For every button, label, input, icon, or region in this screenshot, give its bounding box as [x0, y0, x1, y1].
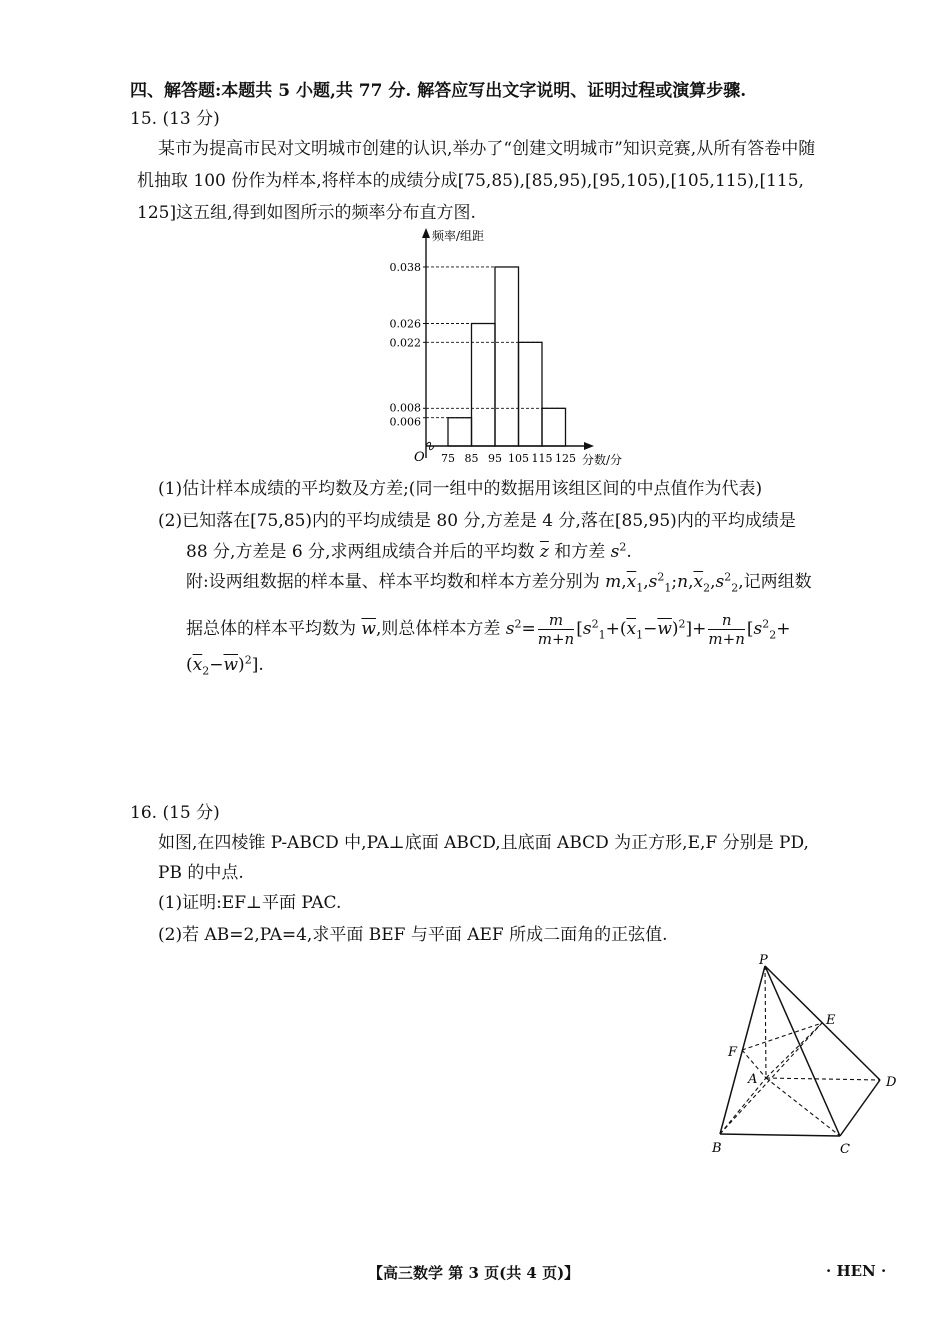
x-tick-label: 125 [555, 452, 576, 465]
edge-PC [765, 966, 840, 1136]
label-P: P [759, 953, 768, 968]
x-tick-label: 115 [531, 452, 553, 465]
histogram-bar [519, 342, 543, 446]
q16-text-2: PB 的中点. [158, 863, 244, 883]
q15-attachment-line2: 据总体的样本平均数为 $\overline{w}$,则总体样本方差 $s^2=$ $\frac{m}{m+n}$ $[s^2_1+(\overline{x}_1-\overline{w})^2]+$ $\frac{n}{m+n}$ [$s^2_2+$ [186, 611, 791, 648]
segment-FE [742, 1023, 822, 1050]
x-tick-label: 85 [464, 452, 479, 465]
label-A: A [748, 1072, 758, 1087]
q15-attachment-line1: 附:设两组数据的样本量、样本平均数和样本方差分别为 $m,\overline{x}_1,s^2_1;n,\overline{x}_2,s^2_2$,记两组数 [186, 570, 812, 595]
q16-header: 16. (15 分) [130, 803, 220, 823]
y-tick-label: 0.006 [389, 415, 421, 429]
label-D: D [886, 1075, 897, 1090]
footer-code: · HEN · [826, 1262, 887, 1280]
histogram-bar [495, 267, 519, 446]
q16-part1: (1)证明:EF⊥平面 PAC. [158, 893, 342, 913]
y-tick-label: 0.026 [389, 317, 421, 331]
label-B: B [712, 1141, 722, 1156]
y-tick-label: 0.008 [389, 401, 421, 415]
q16-part2: (2)若 AB=2,PA=4,求平面 BEF 与平面 AEF 所成二面角的正弦值. [158, 925, 668, 945]
footer-page-info: 【高三数学 第 3 页(共 4 页)】 [368, 1264, 580, 1282]
label-F: F [728, 1045, 738, 1060]
pyramid-figure [700, 950, 910, 1160]
histogram-bar [542, 408, 566, 446]
q15-attachment-line3: $(\overline{x}_2-\overline{w})^2$]. [186, 653, 264, 678]
origin-label: O [414, 450, 425, 465]
label-E: E [826, 1013, 836, 1028]
x-axis-arrow [584, 442, 594, 450]
edge-PA [765, 966, 766, 1078]
y-axis-arrow [422, 228, 430, 238]
y-tick-label: 0.038 [389, 260, 421, 274]
edge-PD [765, 966, 880, 1080]
edge-AD [766, 1078, 880, 1080]
q15-intro-1: 某市为提高市民对文明城市创建的认识,举办了“创建文明城市”知识竞赛,从所有答卷中随 [158, 139, 816, 159]
label-C: C [840, 1142, 850, 1157]
histogram-bar [472, 324, 496, 446]
q15-intro-2: 机抽取 100 份作为样本,将样本的成绩分成[75,85),[85,95),[95,105),[105,115),[115, [137, 171, 804, 191]
q15-header: 15. (13 分) [130, 109, 220, 129]
q15-part2-line1: (2)已知落在[75,85)内的平均成绩是 80 分,方差是 4 分,落在[85,95)内的平均成绩是 [158, 511, 796, 531]
q15-part1: (1)估计样本成绩的平均数及方差;(同一组中的数据用该组区间的中点值作为代表) [158, 479, 763, 499]
q16-text-1: 如图,在四棱锥 P-ABCD 中,PA⊥底面 ABCD,且底面 ABCD 为正方形,E,F 分别是 PD, [158, 833, 809, 853]
y-tick-label: 0.022 [389, 336, 421, 350]
section-title: 四、解答题:本题共 5 小题,共 77 分. 解答应写出文字说明、证明过程或演算步骤. [130, 81, 747, 101]
x-axis-label: 分数/分 [582, 453, 623, 467]
q15-intro-3: 125]这五组,得到如图所示的频率分布直方图. [137, 203, 476, 223]
x-tick-label: 105 [508, 452, 529, 465]
edge-CD [840, 1080, 880, 1136]
y-axis-label: 频率/组距 [432, 229, 485, 243]
x-tick-label: 75 [441, 452, 455, 465]
edge-BC [720, 1134, 840, 1136]
x-tick-label: 95 [488, 452, 502, 465]
edge-AC [766, 1078, 840, 1136]
frequency-histogram [370, 222, 640, 472]
histogram-bar [448, 418, 472, 446]
q15-part2-line2: 88 分,方差是 6 分,求两组成绩合并后的平均数 $\overline{z}$ 和方差 $s^2$. [186, 540, 632, 562]
